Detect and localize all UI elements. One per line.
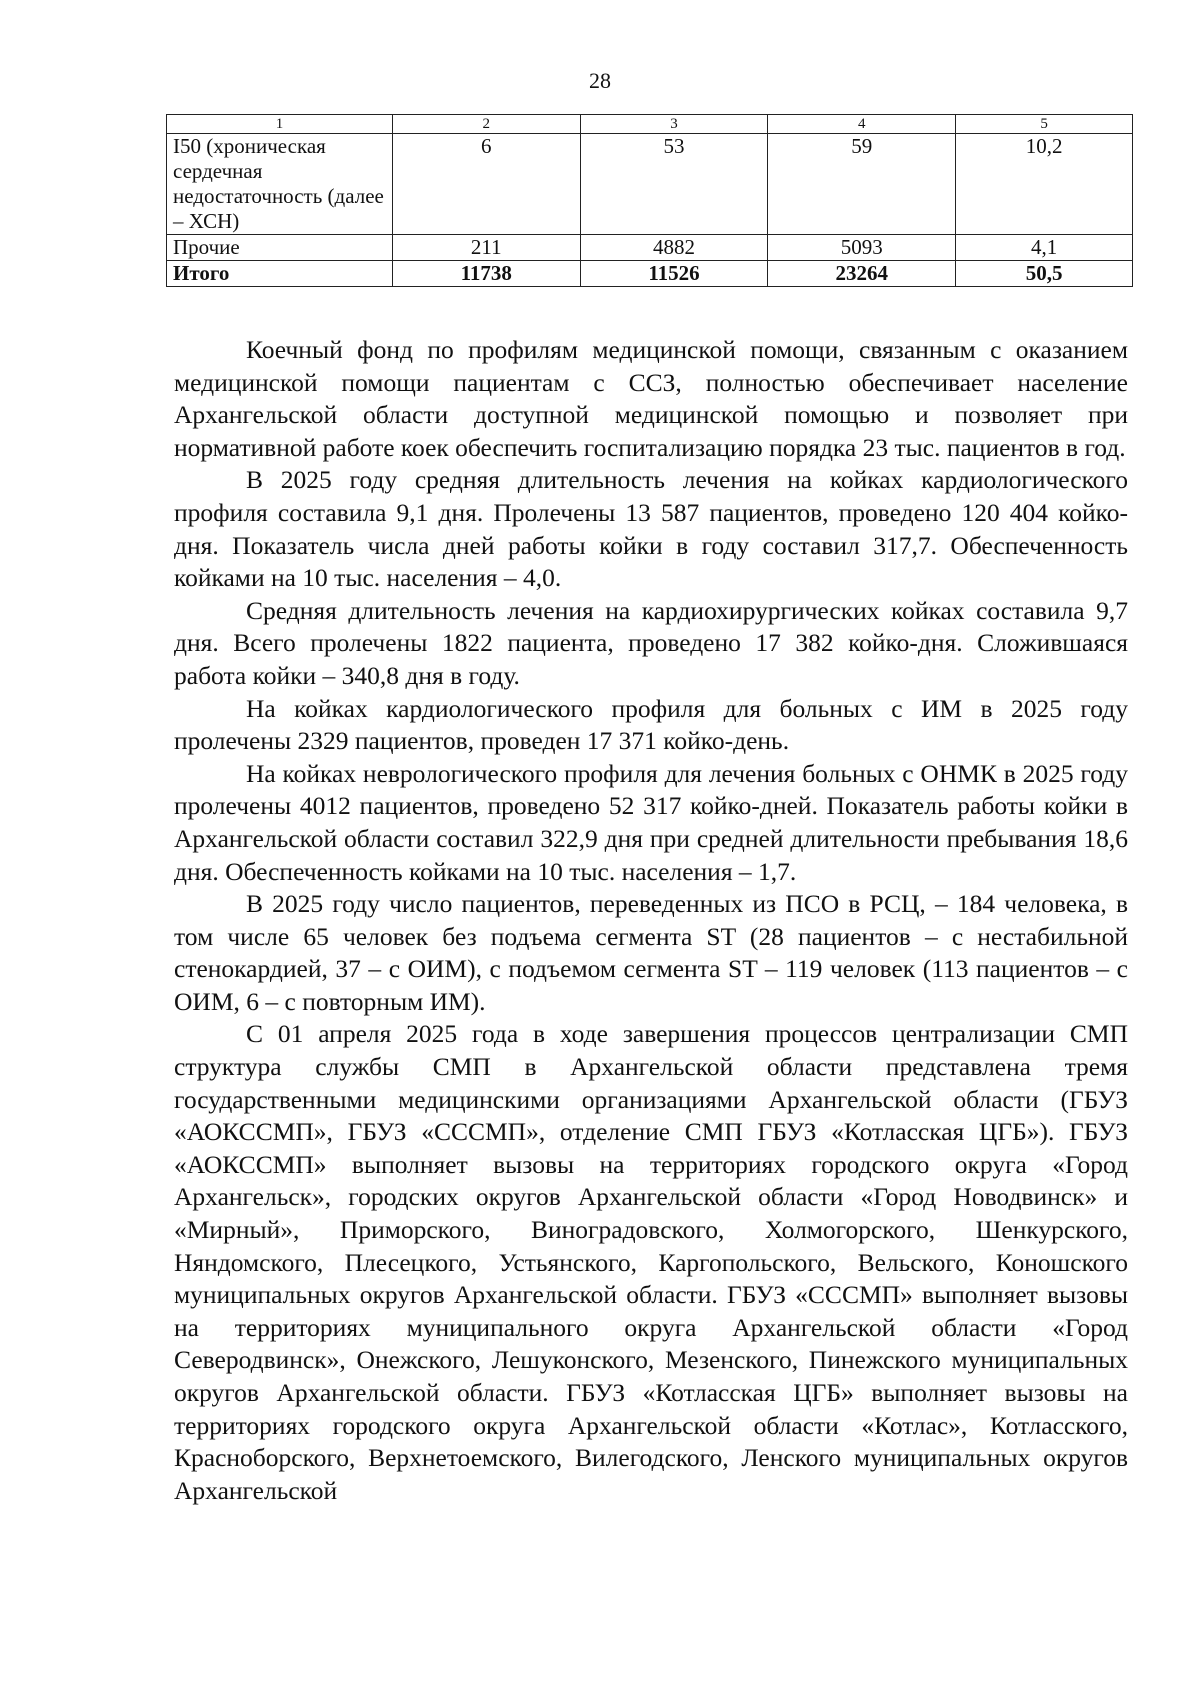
table-cell: 211 [392, 235, 580, 261]
paragraph: Средняя длительность лечения на кардиохирургических койках составила 9,7 дня. Всего пролечены 1822 пациента, проведено 17 382 койко-дня. Сложившаяся работа койки – 340,8 дня в году. [174, 595, 1128, 690]
table-cell: 59 [768, 134, 956, 235]
body-text [174, 334, 1128, 1507]
table-cell: 10,2 [956, 134, 1133, 235]
table-cell: 11526 [580, 261, 768, 287]
table-cell: 50,5 [956, 261, 1133, 287]
data-table [166, 114, 1133, 287]
table-cell: 23264 [768, 261, 956, 287]
table-row [167, 134, 1133, 235]
page-number: 28 [589, 68, 611, 93]
table-header-cell: 3 [580, 115, 768, 134]
table-header-row [167, 115, 1133, 134]
table-header-cell: 2 [392, 115, 580, 134]
table-header-cell: 4 [768, 115, 956, 134]
paragraph: С 01 апреля 2025 года в ходе завершения процессов централизации СМП структура службы СМП в Архангельской области представлена тремя государственными медицинскими организациями Архангельской области (ГБУЗ «АОКССМП», ГБУЗ «СССМП», отделение СМП ГБУЗ «Котласская ЦГБ»). ГБУЗ «АОКССМП» выполняет вызовы на территориях городского округа «Город Архангельск», городских округов Архангельской области «Город Новодвинск» и «Мирный», Приморского, Виноградовского, Холмогорского, Шенкурского, Няндомского, Плесецкого, Устьянского, Каргопольского, Вельского, Коношского муниципальных округов Архангельской области. ГБУЗ «СССМП» выполняет вызовы на территориях муниципального округа Архангельской области «Город Северодвинск», Онежского, Лешуконского, Мезенского, Пинежского муниципальных округов Архангельской области. ГБУЗ «Котласская ЦГБ» выполняет вызовы на территориях городского округа Архангельской области «Котлас», Котласского, Красноборского, Верхнетоемского, Вилегодского, Ленского муниципальных округов Архангельской [174, 1019, 1128, 1505]
table-row [167, 235, 1133, 261]
table-cell: 4,1 [956, 235, 1133, 261]
row-label: Итого [167, 261, 393, 287]
paragraph: В 2025 году средняя длительность лечения на койках кардиологического профиля составила 9,1 дня. Пролечены 13 587 пациентов, проведено 120 404 койко-дня. Показатель числа дней работы койки в году составил 317,7. Обеспеченность койками на 10 тыс. населения – 4,0. [174, 465, 1128, 593]
table-header-cell: 5 [956, 115, 1133, 134]
table-cell: 53 [580, 134, 768, 235]
paragraph: На койках неврологического профиля для лечения больных с ОНМК в 2025 году пролечены 4012 пациентов, проведено 52 317 койко-дней. Показатель работы койки в Архангельской области составил 322,9 дня при средней длительности пребывания 18,6 дня. Обеспеченность койками на 10 тыс. населения – 1,7. [174, 758, 1128, 886]
paragraph: В 2025 году число пациентов, переведенных из ПСО в РСЦ, – 184 человека, в том числе 65 человек без подъема сегмента ST (28 пациентов – с нестабильной стенокардией, 37 – с ОИМ), с подъемом сегмента ST – 119 человек (113 пациентов – с ОИМ, 6 – с повторным ИМ). [174, 889, 1128, 1016]
paragraph: На койках кардиологического профиля для больных с ИМ в 2025 году пролечены 2329 пациентов, проведен 17 371 койко-день. [174, 693, 1128, 756]
table-cell: 4882 [580, 235, 768, 261]
table-row-total [167, 261, 1133, 287]
table-header-cell: 1 [167, 115, 393, 134]
row-label: Прочие [167, 235, 393, 261]
table-cell: 6 [392, 134, 580, 235]
table-cell: 11738 [392, 261, 580, 287]
table-cell: 5093 [768, 235, 956, 261]
row-label: I50 (хроническая сердечная недостаточность (далее – ХСН) [167, 134, 393, 235]
paragraph: Коечный фонд по профилям медицинской помощи, связанным с оказанием медицинской помощи пациентам с ССЗ, полностью обеспечивает население Архангельской области доступной медицинской помощью и позволяет при нормативной работе коек обеспечить госпитализацию порядка 23 тыс. пациентов в год. [174, 335, 1128, 462]
